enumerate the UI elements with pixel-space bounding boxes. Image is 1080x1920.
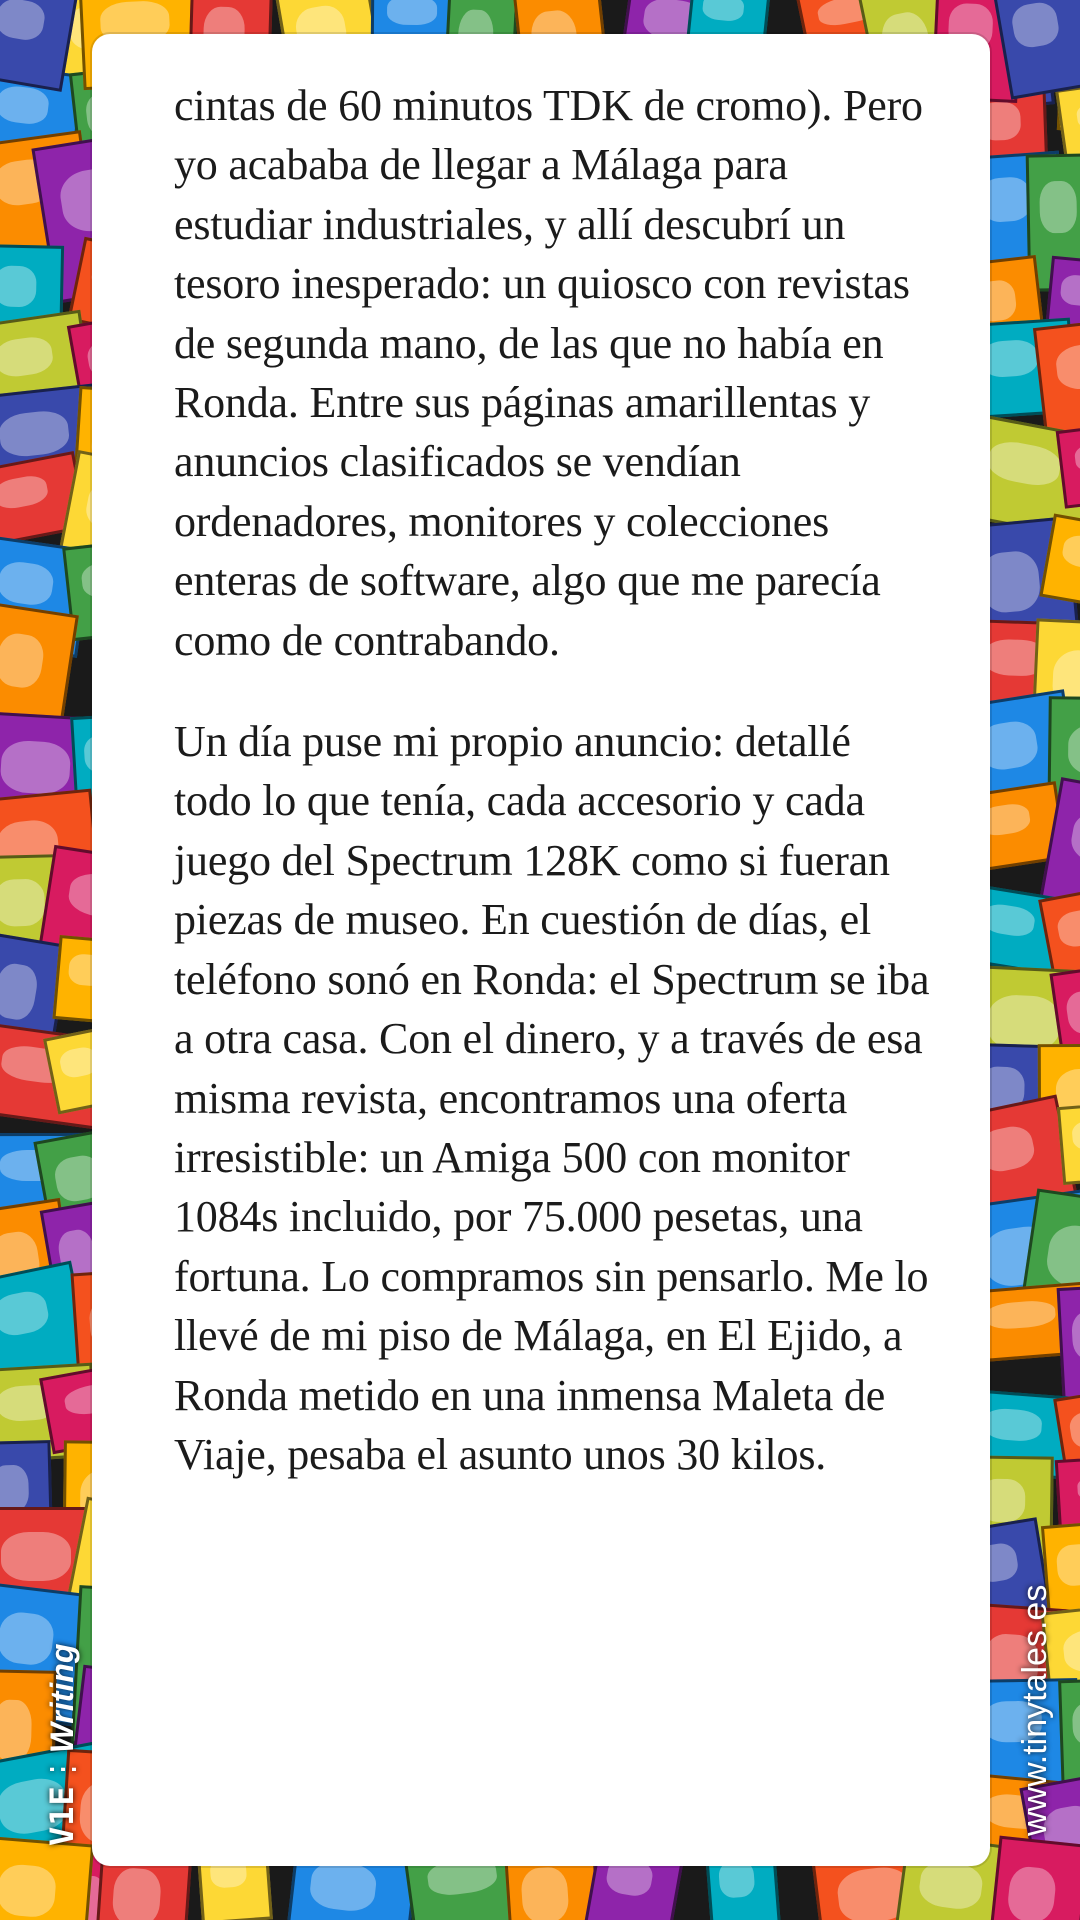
- brand-separator: ⋮: [44, 1753, 80, 1786]
- collage-tile: [1033, 314, 1080, 441]
- brand-word: Writing: [44, 1643, 80, 1754]
- article-card: [92, 34, 990, 1866]
- collage-tile: [985, 1836, 1080, 1920]
- article-body: [174, 76, 934, 1526]
- website-url[interactable]: www.tinytales.es: [1016, 1584, 1054, 1836]
- collage-tile: [0, 1836, 95, 1920]
- paragraph-2: Un día puse mi propio anuncio: detallé todo lo que tenía, cada accesorio y cada juego del Spectrum 128K como si fueran piezas de museo. En cuestión de días, el teléfono sonó en Ronda: el Spectrum se iba a otra casa. Con el dinero, y a través de esa misma revista, encontramos una oferta irresistible: un Amiga 500 con monitor 1084s incluido, por 75.000 pesetas, una fortuna. Lo compramos sin pensarlo. Me lo llevé de mi piso de Málaga, en El Ejido, a Ronda metido en una inmensa Maleta de Viaje, pesaba el asunto unos 30 kilos.: [174, 717, 930, 1479]
- brand-mark: V1E: [43, 1785, 81, 1846]
- paragraph-1: cintas de 60 minutos TDK de cromo). Pero yo acababa de llegar a Málaga para estudiar industriales, y allí descubrí un tesoro inesperado: un quiosco con revistas de segunda mano, de las que no había en Ronda. Entre sus páginas amarillentas y anuncios clasificados se vendían ordenadores, monitores y colecciones enteras de software, algo que me parecía como de contrabando.: [174, 81, 923, 665]
- vertical-brand-label: [43, 1644, 81, 1846]
